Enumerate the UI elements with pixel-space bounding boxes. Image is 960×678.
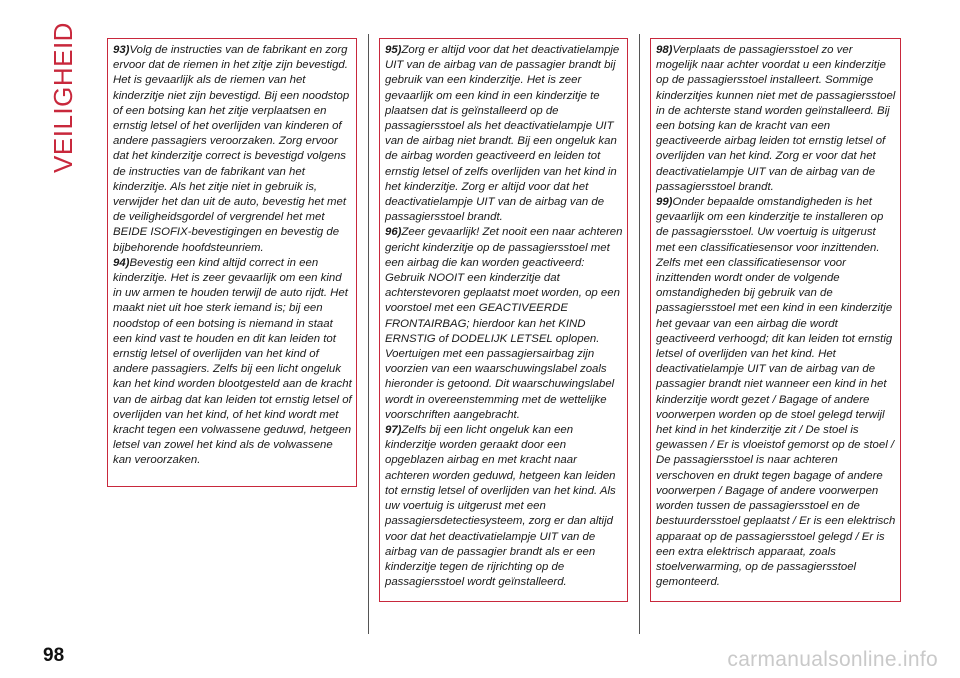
warning-paragraph-99 — [656, 195, 897, 590]
warning-number: 98) — [656, 44, 673, 56]
warning-box-column-3 — [650, 38, 901, 602]
column-divider-right — [639, 34, 640, 634]
section-title — [43, 21, 83, 173]
warning-number: 96) — [385, 226, 402, 239]
warning-box-column-1 — [107, 38, 357, 487]
page-number: 98 — [43, 645, 65, 666]
watermark: carmanualsonline.info — [727, 648, 938, 671]
warning-paragraph-95 — [385, 43, 624, 225]
warning-number: 94) — [113, 256, 130, 269]
warning-box-column-2 — [379, 38, 628, 602]
warning-text: Zelfs bij een licht ongeluk kan een kinderzitje worden geraakt door een opgeblazen airbag en met kracht naar achteren worden geduwd, hetgeen kan leiden tot ernstig letsel of overlijden van het kind. Als uw voertuig is uitgerust met een passagiersdetectiesysteem, zorg er dan altijd voor dat het deactivatielampje UIT van de airbag van de passagier brandt als er een kinderzitje tegen de rijrichting op de passagiersstoel wordt geïnstalleerd. — [385, 424, 616, 589]
warning-paragraph-93 — [113, 43, 353, 256]
warning-text: Verplaats de passagiersstoel zo ver mogelijk naar achter voordat u een kinderzitje op de passagiersstoel installeert. Sommige kinderzitjes kunnen niet met de passagiersstoel in de achterste stand worden geïnstalleerd. Bij een botsing kan de kracht van een geactiveerde airbag leiden tot ernstig letsel of overlijden van het kind. Zorg er voor dat het deactivatielampje UIT van de airbag van de passagiersstoel brandt. — [656, 44, 896, 193]
warning-number: 93) — [113, 44, 130, 56]
warning-paragraph-96 — [385, 225, 624, 423]
warning-paragraph-97 — [385, 423, 624, 590]
warning-text: Zeer gevaarlijk! Zet nooit een naar achteren gericht kinderzitje op de passagiersstoel met een airbag die kan worden geactiveerd: Gebruik NOOIT een kinderzitje dat achterstevoren geplaatst moet worden, op een voorstoel met een GEACTIVEERDE FRONTAIRBAG; hierdoor kan het KIND ERNSTIG of DODELIJK LETSEL oplopen. Voertuigen met een passagiersairbag zijn voorzien van een waarschuwingslabel zoals hieronder is getoond. Dit waarschuwingslabel wordt in overeenstemming met de wettelijke voorschriften aangebracht. — [385, 226, 623, 421]
warning-text: Volg de instructies van de fabrikant en zorg ervoor dat de riemen in het zitje zijn bevestigd. Het is gevaarlijk als de riemen van het kinderzitje niet zijn bevestigd. Bij een noodstop of een botsing kan het zitje verplaatsen en ernstig letsel of het overlijden van kinderen of andere passagiers veroorzaken. Zorg ervoor dat het kinderzitje correct is bevestigd volgens de instructies van de fabrikant van het kinderzitje. Als het zitje niet in gebruik is, verwijder het dan uit de auto, bevestig het met de veiligheidsgordel of vergrendel het met BEIDE ISOFIX-bevestigingen en bevestig de bijbehorende hoofdsteunriem. — [113, 44, 350, 254]
warning-paragraph-98 — [656, 43, 897, 195]
section-title-text: VEILIGHEID — [47, 21, 78, 173]
warning-text: Bevestig een kind altijd correct in een kinderzitje. Het is zeer gevaarlijk om een kind in uw armen te houden terwijl de auto rijdt. Het maakt niet uit hoe sterk iemand is; bij een noodstop of een botsing is niemand in staat een kind vast te houden en dit kan leiden tot ernstig letsel of overlijden van het kind of andere passagiers. Zelfs bij een licht ongeluk kan het kind worden blootgesteld aan de kracht van de airbag dat kan leiden tot ernstig letsel of overlijden van het kind, of het kind wordt met kracht tegen een volwassene geduwd, hetgeen letsel van zowel het kind als de volwassene kan veroorzaken. — [113, 256, 352, 467]
warning-number: 99) — [656, 196, 673, 209]
warning-text: Zorg er altijd voor dat het deactivatielampje UIT van de airbag van de passagier brandt bij gebruik van een kinderzitje. Het is zeer gevaarlijk om een kind in een kinderzitje te plaatsen dat is geïnstalleerd op de passagiersstoel als het deactivatielampje UIT van de airbag niet brandt. Bij een ongeluk kan de airbag worden geactiveerd en leiden tot ernstig letsel of zelfs overlijden van het kind in het kinderzitje. Zorg er altijd voor dat het deactivatielampje UIT van de airbag van de passagiersstoel brandt. — [385, 44, 620, 224]
warning-text: Onder bepaalde omstandigheden is het gevaarlijk om een kinderzitje te installeren op de passagiersstoel. Uw voertuig is uitgerust met een classificatiesensor voor inzittenden. Zelfs met een classificatiesensor voor inzittenden wordt onder de volgende omstandigheden bij gebruik van de passagiersstoel met een kind in een kinderzitje het gevaar van een airbag die wordt geactiveerd verhoogd; dit kan leiden tot ernstig letsel of overlijden van het kind. Het deactivatielampje UIT van de airbag van de passagier brandt niet wanneer een kind in het kinderzitje wordt gezet / Bagage of andere voorwerpen worden op de stoel gelegd terwijl het kind in het kinderzitje zit / De stoel is gewassen / Er is vloeistof gemorst op de stoel / De passagiersstoel is naar achteren verschoven en drukt tegen bagage of andere voorwerpen / Bagage of andere voorwerpen worden tussen de passagiersstoel en de bestuurdersstoel geplaatst / Er is een elektrisch apparaat op de passagiersstoel gelegd / Er is een extra elektrisch apparaat, zoals stoelverwarming, op de passagiersstoel gemonteerd. — [656, 196, 896, 589]
column-divider-left — [368, 34, 369, 634]
warning-number: 97) — [385, 424, 402, 437]
warning-number: 95) — [385, 44, 402, 56]
warning-paragraph-94 — [113, 256, 353, 469]
